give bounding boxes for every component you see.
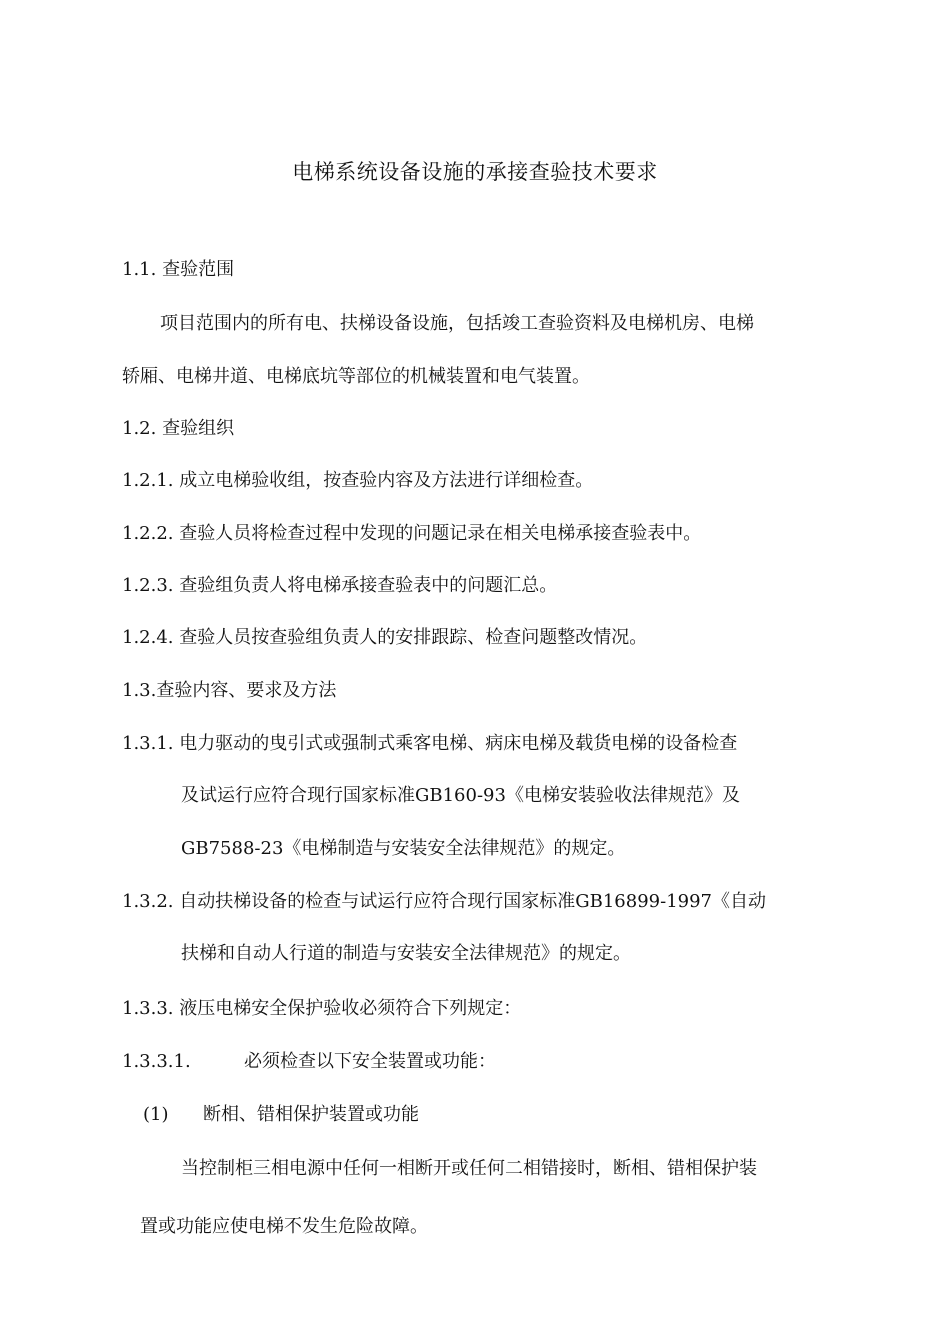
- list-item-1-3-3-1: 必须检查以下安全装置或功能：: [244, 1051, 496, 1072]
- section-heading-1-2: 1.2. 查验组织: [122, 418, 235, 439]
- section-heading-1-1: 1.1. 查验范围: [122, 259, 235, 280]
- list-item-continuation: 及试运行应符合现行国家标准GB160-93《电梯安装验收法律规范》及: [181, 785, 740, 806]
- paragraph-line: 轿厢、电梯井道、电梯底坑等部位的机械装置和电气装置。: [122, 366, 590, 387]
- list-item-1: 断相、错相保护装置或功能: [203, 1104, 419, 1125]
- list-item-1-2-4: 1.2.4. 查验人员按查验组负责人的安排跟踪、检查问题整改情况。: [122, 627, 648, 648]
- list-item-1-3-3: 1.3.3. 液压电梯安全保护验收必须符合下列规定：: [122, 998, 522, 1019]
- paragraph-line: 置或功能应使电梯不发生危险故障。: [140, 1216, 428, 1237]
- document-title: 电梯系统设备设施的承接查验技术要求: [292, 160, 658, 184]
- list-number-1-3-3-1: 1.3.3.1.: [122, 1051, 191, 1072]
- paragraph-line: 项目范围内的所有电、扶梯设备设施，包括竣工查验资料及电梯机房、电梯: [160, 313, 754, 334]
- section-heading-1-3: 1.3.查验内容、要求及方法: [122, 680, 337, 701]
- list-number-1: (1): [143, 1104, 169, 1125]
- paragraph-line: 当控制柜三相电源中任何一相断开或任何二相错接时，断相、错相保护装: [181, 1158, 757, 1179]
- list-item-1-3-1: 1.3.1. 电力驱动的曳引式或强制式乘客电梯、病床电梯及载货电梯的设备检查: [122, 733, 738, 754]
- list-item-continuation: GB7588-23《电梯制造与安装安全法律规范》的规定。: [181, 838, 626, 859]
- list-item-1-2-3: 1.2.3. 查验组负责人将电梯承接查验表中的问题汇总。: [122, 575, 558, 596]
- list-item-1-2-1: 1.2.1. 成立电梯验收组，按查验内容及方法进行详细检查。: [122, 470, 594, 491]
- list-item-1-2-2: 1.2.2. 查验人员将检查过程中发现的问题记录在相关电梯承接查验表中。: [122, 523, 702, 544]
- list-item-continuation: 扶梯和自动人行道的制造与安装安全法律规范》的规定。: [181, 943, 631, 964]
- list-item-1-3-2: 1.3.2. 自动扶梯设备的检查与试运行应符合现行国家标准GB16899-1997《自动: [122, 891, 766, 912]
